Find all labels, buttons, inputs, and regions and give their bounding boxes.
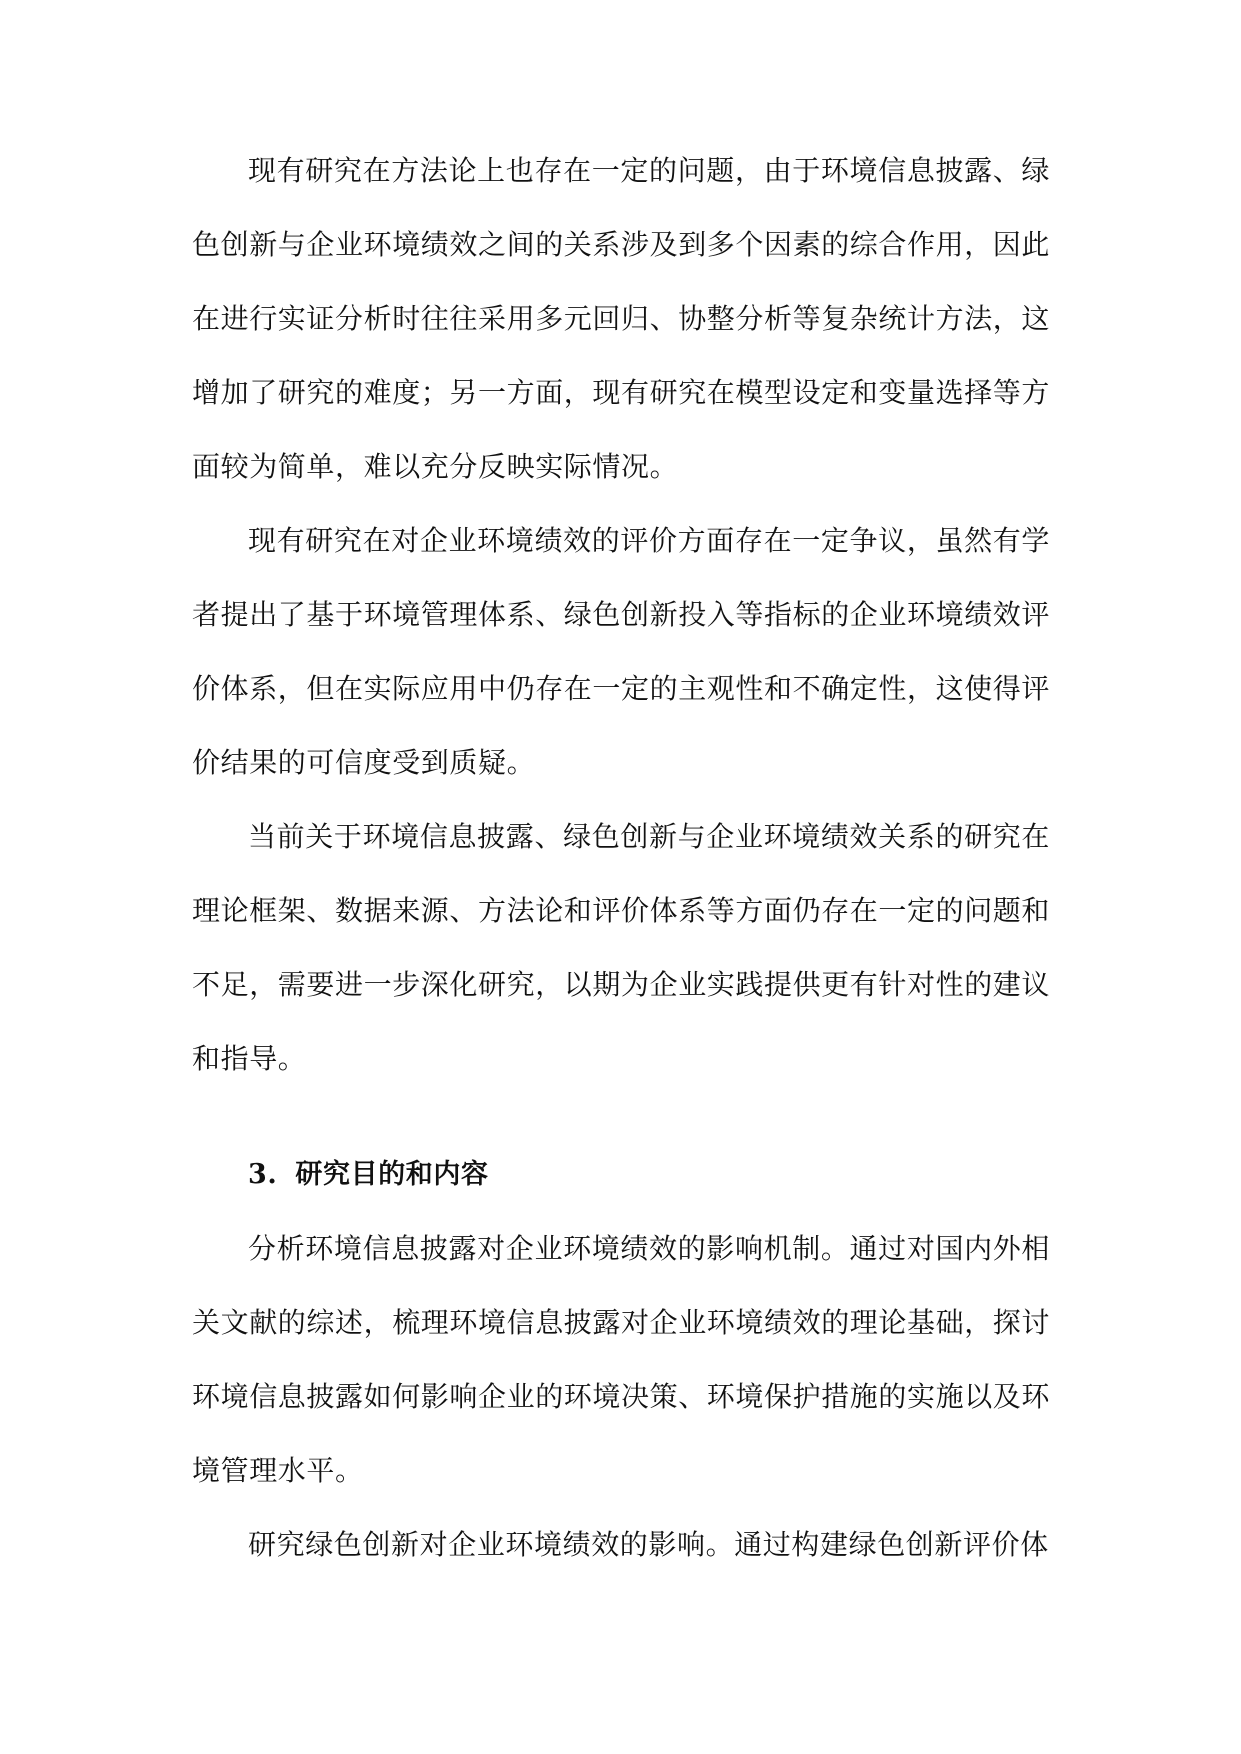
paragraph-disclosure-mechanism: 分析环境信息披露对企业环境绩效的影响机制。通过对国内外相关文献的综述，梳理环境信息披露对企业环境绩效的理论基础，探讨环境信息披露如何影响企业的环境决策、环境保护措施的实施以及环境管理水平。 bbox=[192, 1232, 1051, 1487]
paragraph-summary: 当前关于环境信息披露、绿色创新与企业环境绩效关系的研究在理论框架、数据来源、方法论和评价体系等方面仍存在一定的问题和不足，需要进一步深化研究，以期为企业实践提供更有针对性的建议和指导。 bbox=[192, 820, 1051, 1075]
section-title: 研究目的和内容 bbox=[295, 1159, 489, 1190]
section-number: 3. bbox=[248, 1159, 278, 1190]
document-page bbox=[192, 134, 1050, 1582]
paragraph-green-innovation: 研究绿色创新对企业环境绩效的影响。通过构建绿色创新评价体 bbox=[248, 1528, 1049, 1561]
paragraph-evaluation: 现有研究在对企业环境绩效的评价方面存在一定争议，虽然有学者提出了基于环境管理体系、绿色创新投入等指标的企业环境绩效评价体系，但在实际应用中仍存在一定的主观性和不确定性，这使得评价结果的可信度受到质疑。 bbox=[192, 524, 1051, 779]
paragraph-methodology: 现有研究在方法论上也存在一定的问题，由于环境信息披露、绿色创新与企业环境绩效之间的关系涉及到多个因素的综合作用，因此在进行实证分析时往往采用多元回归、协整分析等复杂统计方法，这增加了研究的难度；另一方面，现有研究在模型设定和变量选择等方面较为简单，难以充分反映实际情况。 bbox=[192, 154, 1051, 483]
section-heading bbox=[192, 1138, 1050, 1212]
